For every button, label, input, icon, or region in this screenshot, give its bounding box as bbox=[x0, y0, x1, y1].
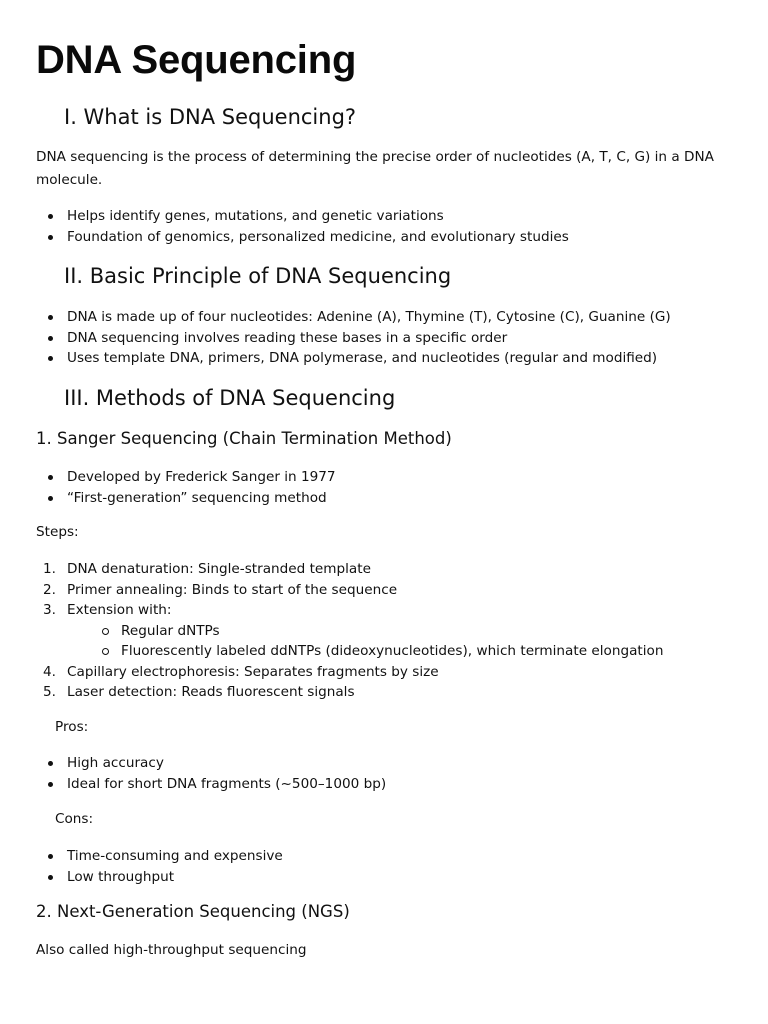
section-heading-methods: III. Methods of DNA Sequencing bbox=[64, 386, 396, 410]
list-item: High accuracy bbox=[36, 753, 386, 774]
list-item: Developed by Frederick Sanger in 1977 bbox=[36, 467, 336, 488]
step-number: 2. bbox=[43, 581, 56, 598]
step-text: Extension with: bbox=[67, 602, 172, 618]
pros-label: Pros: bbox=[55, 719, 89, 735]
definition-paragraph: DNA sequencing is the process of determining the precise order of nucleotides (A, T, C, G) in a DNA molecule. bbox=[36, 149, 714, 188]
list-item bbox=[36, 662, 663, 683]
steps-numbered-list bbox=[36, 559, 663, 703]
step-text: DNA denaturation: Single-stranded template bbox=[67, 561, 371, 577]
step-number: 5. bbox=[43, 684, 56, 700]
list-item bbox=[36, 580, 663, 601]
step-text: Capillary electrophoresis: Separates fragments by size bbox=[67, 663, 439, 680]
steps-label: Steps: bbox=[36, 524, 79, 540]
section-heading-what-is: I. What is DNA Sequencing? bbox=[64, 105, 357, 129]
list-item: DNA sequencing involves reading these bases in a specific order bbox=[36, 328, 671, 349]
cons-label: Cons: bbox=[55, 811, 94, 827]
list-item: Time-consuming and expensive bbox=[36, 846, 283, 867]
sub-list-item: Regular dNTPs bbox=[67, 621, 663, 642]
list-item bbox=[36, 600, 663, 662]
sanger-bullet-list bbox=[36, 467, 336, 508]
list-item: Helps identify genes, mutations, and genetic variations bbox=[36, 206, 569, 227]
list-item: Ideal for short DNA fragments (~500–1000 bp) bbox=[36, 774, 386, 795]
what-is-bullet-list bbox=[36, 206, 569, 247]
section-heading-principle: II. Basic Principle of DNA Sequencing bbox=[64, 264, 452, 288]
list-item bbox=[36, 559, 663, 580]
page-title: DNA Sequencing bbox=[36, 38, 357, 82]
list-item: Uses template DNA, primers, DNA polymerase, and nucleotides (regular and modified) bbox=[36, 348, 671, 369]
sub-list-item: Fluorescently labeled ddNTPs (dideoxynucleotides), which terminate elongation bbox=[67, 641, 663, 662]
extension-substep-list bbox=[67, 621, 663, 662]
pros-bullet-list bbox=[36, 753, 386, 794]
subheading-sanger: 1. Sanger Sequencing (Chain Termination Method) bbox=[36, 429, 452, 448]
step-number: 1. bbox=[43, 561, 56, 577]
list-item: Foundation of genomics, personalized medicine, and evolutionary studies bbox=[36, 227, 569, 248]
list-item: DNA is made up of four nucleotides: Adenine (A), Thymine (T), Cytosine (C), Guanine (G) bbox=[36, 307, 671, 328]
step-number: 3. bbox=[43, 602, 56, 618]
principle-bullet-list bbox=[36, 307, 671, 369]
cons-bullet-list bbox=[36, 846, 283, 887]
step-text: Primer annealing: Binds to start of the sequence bbox=[67, 581, 398, 598]
ngs-paragraph: Also called high-throughput sequencing bbox=[36, 942, 307, 958]
list-item: Low throughput bbox=[36, 867, 283, 888]
step-number: 4. bbox=[43, 663, 56, 680]
step-text: Laser detection: Reads fluorescent signals bbox=[67, 684, 355, 700]
list-item bbox=[36, 682, 663, 703]
list-item: “First-generation” sequencing method bbox=[36, 488, 336, 509]
subheading-ngs: 2. Next-Generation Sequencing (NGS) bbox=[36, 902, 350, 921]
